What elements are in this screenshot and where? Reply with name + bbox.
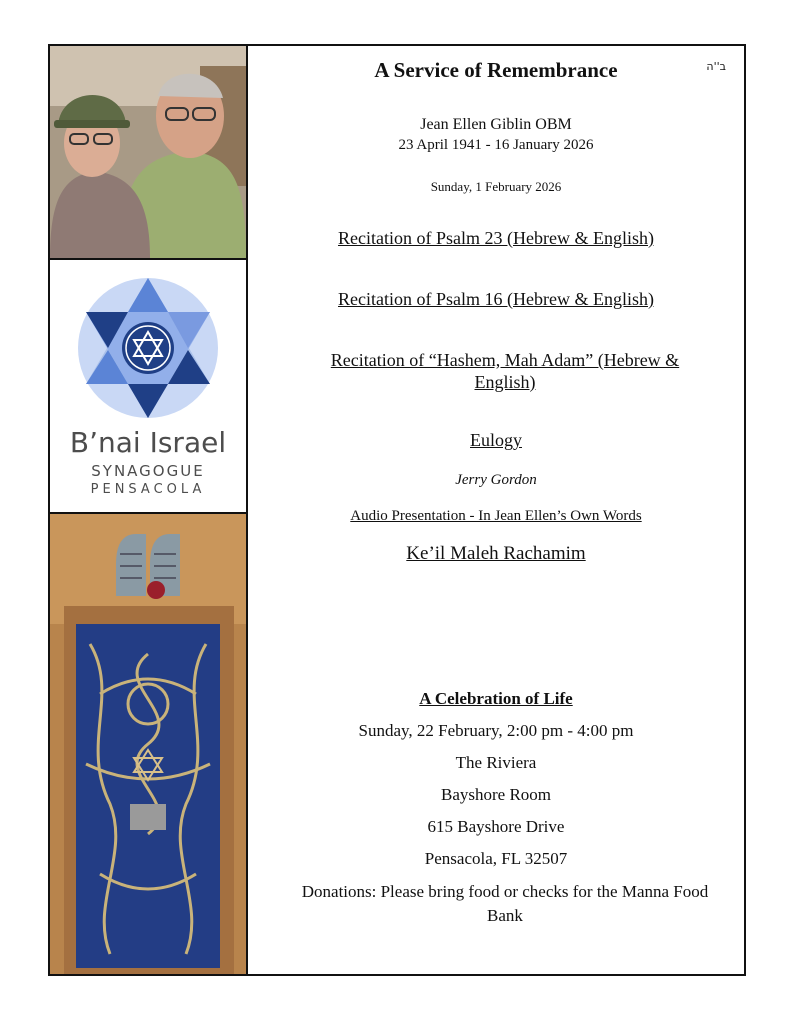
donations-note: Donations: Please bring food or checks for the Manna Food Bank (301, 882, 709, 925)
couple-photo (50, 46, 246, 260)
page-title: A Service of Remembrance (374, 58, 618, 82)
logo-city: PENSACOLA (90, 482, 206, 497)
hebrew-blessing-mark: ב''ה (706, 60, 726, 73)
celebration-date-time: Sunday, 22 February, 2:00 pm - 4:00 pm (358, 721, 634, 740)
logo-name: B’nai Israel (69, 426, 227, 459)
program-item-hashem-mah-adam: Recitation of “Hashem, Mah Adam” (Hebrew & English) (330, 350, 680, 392)
audio-presentation: Audio Presentation - In Jean Ellen’s Own Words (350, 508, 642, 524)
torah-ark-photo (50, 512, 246, 974)
program-item-psalm-23: Recitation of Psalm 23 (Hebrew & English) (338, 228, 654, 248)
program-content (248, 46, 744, 974)
program-frame (48, 44, 746, 976)
celebration-heading: A Celebration of Life (419, 689, 573, 708)
synagogue-logo (50, 260, 246, 512)
eulogy-speaker: Jerry Gordon (455, 472, 537, 488)
celebration-venue: The Riviera (455, 753, 537, 772)
image-column (50, 46, 248, 974)
logo-subname: SYNAGOGUE (91, 462, 205, 480)
celebration-room: Bayshore Room (440, 785, 552, 804)
program-item-eulogy: Eulogy (470, 430, 522, 450)
deceased-name: Jean Ellen Giblin OBM (420, 116, 572, 133)
celebration-street: 615 Bayshore Drive (427, 817, 565, 836)
life-dates: 23 April 1941 - 16 January 2026 (398, 137, 594, 153)
star-of-david-icon (50, 260, 246, 420)
celebration-city: Pensacola, FL 32507 (424, 849, 568, 868)
program-item-psalm-16: Recitation of Psalm 16 (Hebrew & English) (338, 289, 654, 309)
closing-prayer: Ke’il Maleh Rachamim (406, 543, 586, 564)
service-date: Sunday, 1 February 2026 (430, 179, 562, 194)
